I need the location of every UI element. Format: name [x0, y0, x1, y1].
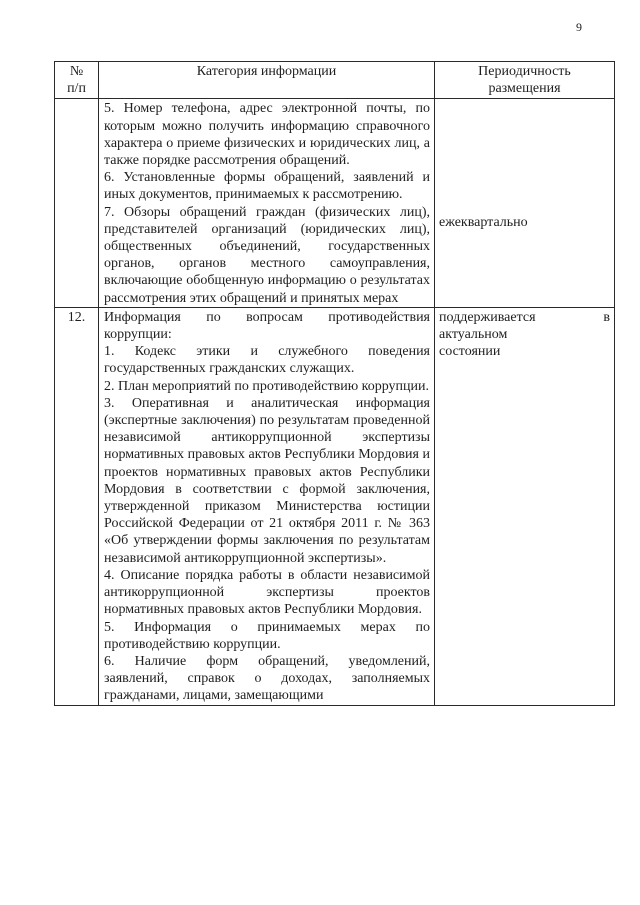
row-number	[55, 99, 99, 307]
table-row-continued	[55, 99, 615, 307]
header-period-line: размещения	[488, 81, 561, 97]
period-line: состоянии	[439, 344, 501, 360]
list-item: Информация по вопросам противодействия коррупции:	[104, 309, 430, 343]
list-item: 6. Наличие форм обращений, уведомлений, заявлений, справок о доходах, заполняемых гражданами, лицами, замещающими	[104, 653, 430, 704]
category-cell	[99, 307, 435, 705]
list-item: 4. Описание порядка работы в области независимой антикоррупционной экспертизы проектов нормативных правовых актов Республики Мордовия.	[104, 567, 430, 618]
list-item: 6. Установленные формы обращений, заявлений и иных документов, принимаемых к рассмотрению.	[104, 170, 430, 203]
header-category	[99, 62, 435, 99]
period-line: актуальном	[439, 327, 508, 343]
list-item: 5. Номер телефона, адрес электронной почты, по которым можно получить информацию справочного характера о приеме физических и юридических лиц, а также порядке рассмотрения обращений.	[104, 101, 430, 169]
list-item: 5. Информация о принимаемых мерах по противодействию коррупции.	[104, 619, 430, 652]
list-item: 2. План мероприятий по противодействию коррупции.	[104, 378, 430, 394]
information-table	[54, 61, 615, 706]
page-number: 9	[576, 20, 582, 34]
period-line: поддерживается в	[439, 309, 610, 325]
list-item: 7. Обзоры обращений граждан (физических лиц), представителей организаций (юридических лиц), общественных объединений, государственных органов, органов местного самоуправления, включающие обобщенную информацию о результатах рассмотрения этих обращений и принятых мерах	[104, 204, 430, 306]
header-number-line: п/п	[67, 81, 86, 97]
period-cell	[435, 99, 615, 307]
list-item: 3. Оперативная и аналитическая информация (экспертные заключения) по результатам проведенной независимой антикоррупционной экспертизы нормативных правовых актов Республики Мордовия и проектов нормативных правовых актов Республики Мордовия в соответствии с формой заключения, утвержденной приказом Министерства юстиции Российской Федерации от 21 октября 2011 г. № 363 «Об утверждении формы заключения по результатам независимой антикоррупционной экспертизы».	[104, 395, 430, 566]
list-item: 1. Кодекс этики и служебного поведения государственных гражданских служащих.	[104, 344, 430, 377]
table-header-row	[55, 62, 615, 99]
period-cell	[435, 307, 615, 705]
header-period-line: Периодичность	[478, 64, 571, 79]
row-number: 12.	[55, 307, 99, 705]
period-value: ежеквартально	[439, 215, 528, 231]
header-number	[55, 62, 99, 99]
header-category-label: Категория информации	[196, 64, 337, 79]
table-row-12	[55, 307, 615, 705]
category-cell	[99, 99, 435, 307]
header-period	[435, 62, 615, 99]
header-number-line: №	[69, 64, 84, 79]
